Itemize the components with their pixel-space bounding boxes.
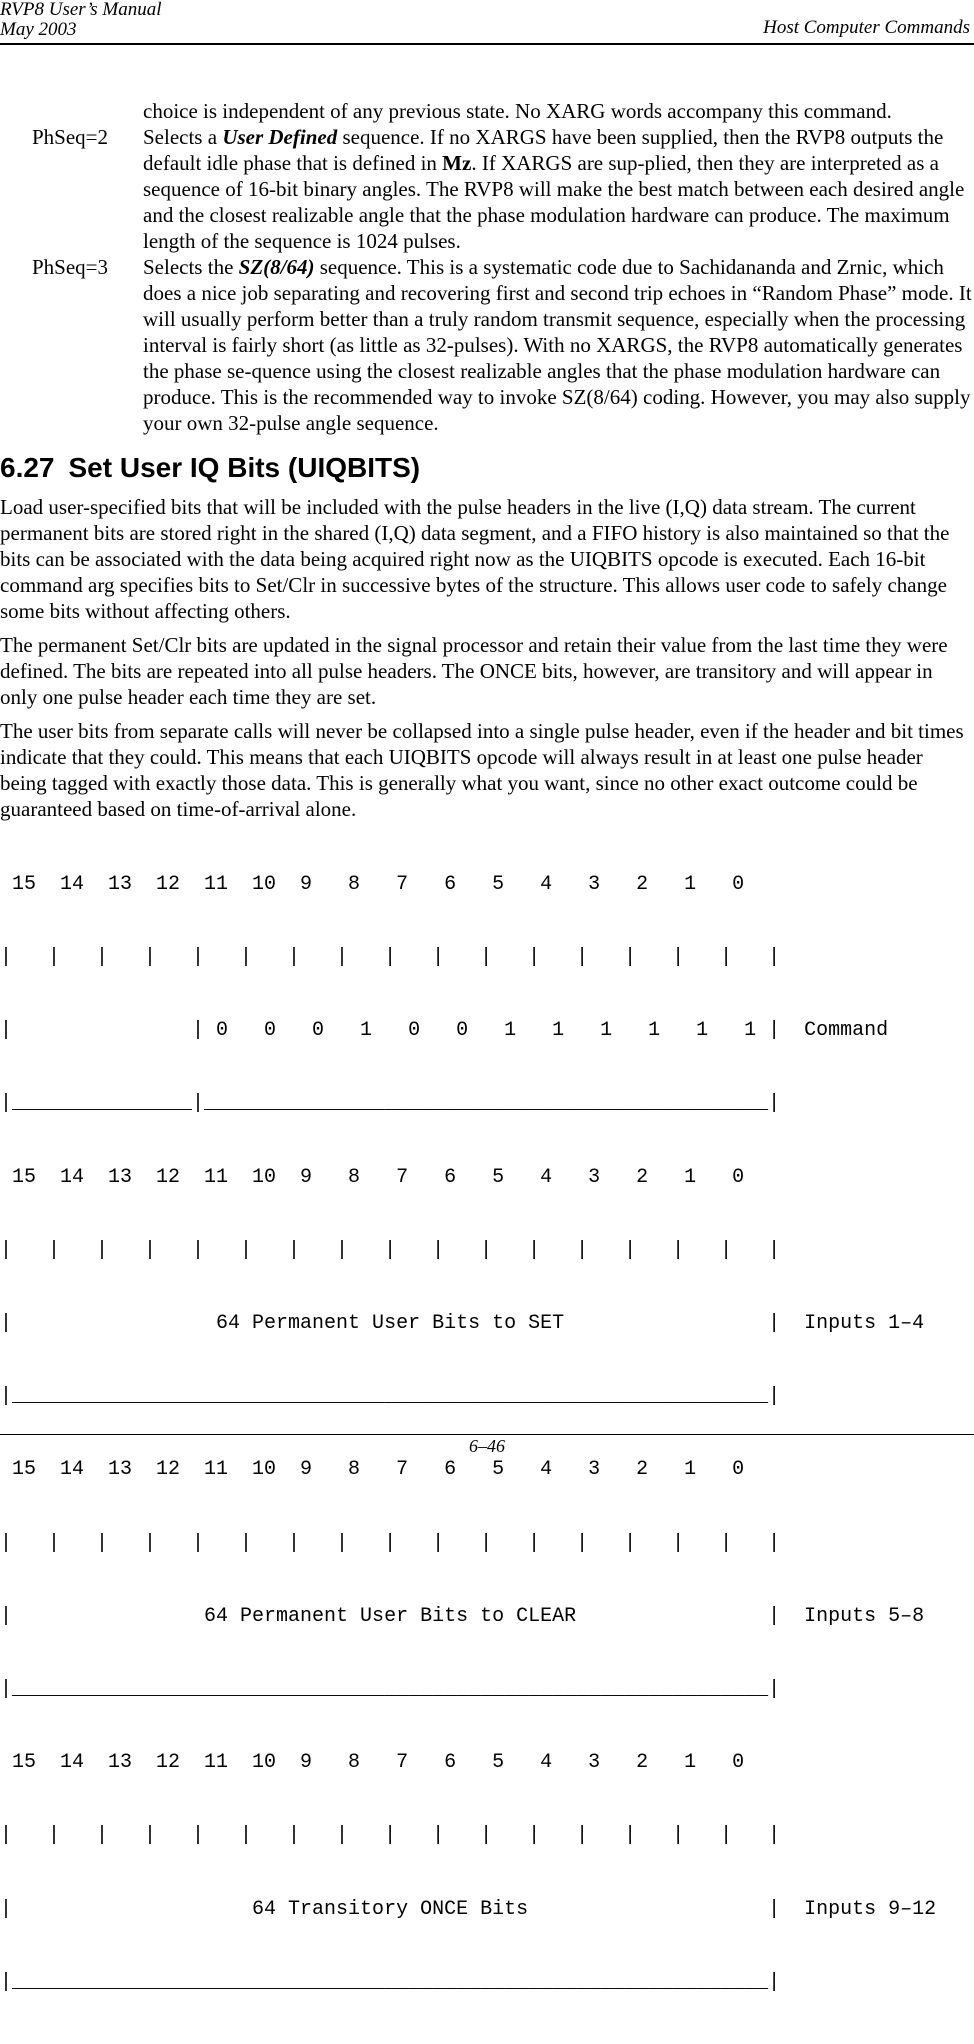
phseq3-item — [0, 254, 972, 436]
diagram-line: | | 0 0 0 1 0 0 1 1 1 1 1 1 | Command — [0, 1019, 889, 1043]
manual-date: May 2003 — [0, 19, 77, 40]
diagram-line: 15 14 13 12 11 10 9 8 7 6 5 4 3 2 1 0 — [0, 872, 769, 896]
diagram-line: | | | | | | | | | | | | | | | | | — [0, 1238, 781, 1262]
phseq2-term: PhSeq=2 — [32, 125, 109, 149]
section-title: Set User IQ Bits (UIQBITS) — [68, 452, 421, 483]
diagram-line: 15 14 13 12 11 10 9 8 7 6 5 4 3 2 1 0 — [0, 1458, 769, 1482]
header-rule — [0, 43, 974, 45]
footer-rule — [0, 1434, 974, 1435]
phseq2-text-3: . If XARGS are sup-plied, then they are interpreted as a sequence of 16-bit binary angles. The RVP8 will make the best match between each desired angle and the closest realizable angle that the phase modulation hardware can produce. The maximum length of the sequence is 1024 pulses. — [143, 151, 965, 253]
body-paragraph-3: The user bits from separate calls will never be collapsed into a single pulse header, even if the header and bit times indicate that they could. This means that each UIQBITS opcode will always result in at least one pulse header being tagged with exactly those data. This is generally what you want, since no other exact outcome could be guaranteed based on time-of-arrival alone. — [0, 719, 964, 821]
page-number: 6–46 — [469, 1436, 505, 1456]
phseq3-text-2: sequence. This is a systematic code due to Sachidananda and Zrnic, which does a nice job separating and recovering first and second trip echoes in “Random Phase” mode. It will usually perform better than a truly random transmit sequence, especially when the processing interval is fairly short (as little as 32-pulses). With no XARGS, the RVP8 automatically generates the phase se-quence using the closest realizable angles that the phase modulation hardware can produce. This is the recommended way to invoke SZ(8/64) coding. However, you may also supply your own 32-pulse angle sequence. — [143, 255, 972, 435]
diagram-line: | | | | | | | | | | | | | | | | | — [0, 946, 781, 970]
phseq2-item — [0, 124, 972, 254]
phseq2-description — [143, 124, 972, 254]
page-body — [0, 98, 972, 2044]
body-paragraph-1: Load user-specified bits that will be included with the pulse headers in the live (I,Q) data stream. The current permanent bits are stored right in the shared (I,Q) data segment, and a FIFO history is also maintained so that the bits can be associated with the data being acquired right now as the UIQBITS opcode is executed. Each 16-bit command arg specifies bits to Set/Clr in successive bytes of the structure. This allows user code to safely change some bits without affecting others. — [0, 495, 950, 623]
diagram-line: |_______________________________________________________________| — [0, 1385, 781, 1409]
phseq3-emphasis: SZ(8/64) — [238, 255, 315, 279]
header-left — [0, 0, 162, 40]
diagram-line: |_______________|_______________________________________________| — [0, 1092, 781, 1116]
diagram-line: | | | | | | | | | | | | | | | | | — [0, 1531, 781, 1555]
phseq2-text-1: Selects a — [143, 125, 223, 149]
diagram-line: 15 14 13 12 11 10 9 8 7 6 5 4 3 2 1 0 — [0, 1165, 769, 1189]
phseq3-term: PhSeq=3 — [32, 255, 109, 279]
section-heading — [0, 452, 972, 484]
diagram-line: | 64 Permanent User Bits to CLEAR | Inputs 5–8 — [0, 1604, 925, 1628]
diagram-line: |_______________________________________________________________| — [0, 1970, 781, 1994]
phseq2-bold: Mz — [442, 151, 472, 175]
phseq2-text-2: sequence. If no XARGS have been supplied, then the RVP8 outputs the default idle phase that is defined in — [143, 125, 944, 175]
section-number: 6.27 — [0, 452, 55, 483]
diagram-line: | 64 Transitory ONCE Bits | Inputs 9–12 — [0, 1897, 937, 1921]
phseq2-emphasis: User Defined — [222, 125, 338, 149]
phseq3-text-1: Selects the — [143, 255, 239, 279]
phseq-definition-list — [0, 124, 972, 436]
body-paragraph-2: The permanent Set/Clr bits are updated in the signal processor and retain their value from the last time they were defined. The bits are repeated into all pulse headers. The ONCE bits, however, are transitory and will appear in only one pulse header each time they are set. — [0, 633, 948, 709]
page-header — [0, 0, 974, 44]
continued-paragraph: choice is independent of any previous state. No XARG words accompany this command. — [143, 99, 892, 123]
diagram-line: 15 14 13 12 11 10 9 8 7 6 5 4 3 2 1 0 — [0, 1751, 769, 1775]
diagram-line: | | | | | | | | | | | | | | | | | — [0, 1824, 781, 1848]
chapter-title: Host Computer Commands — [763, 17, 970, 38]
phseq3-description — [143, 254, 972, 436]
diagram-line: | 64 Permanent User Bits to SET | Inputs 1–4 — [0, 1312, 925, 1336]
manual-title: RVP8 User’s Manual — [0, 0, 162, 20]
diagram-line: |_______________________________________________________________| — [0, 1678, 781, 1702]
